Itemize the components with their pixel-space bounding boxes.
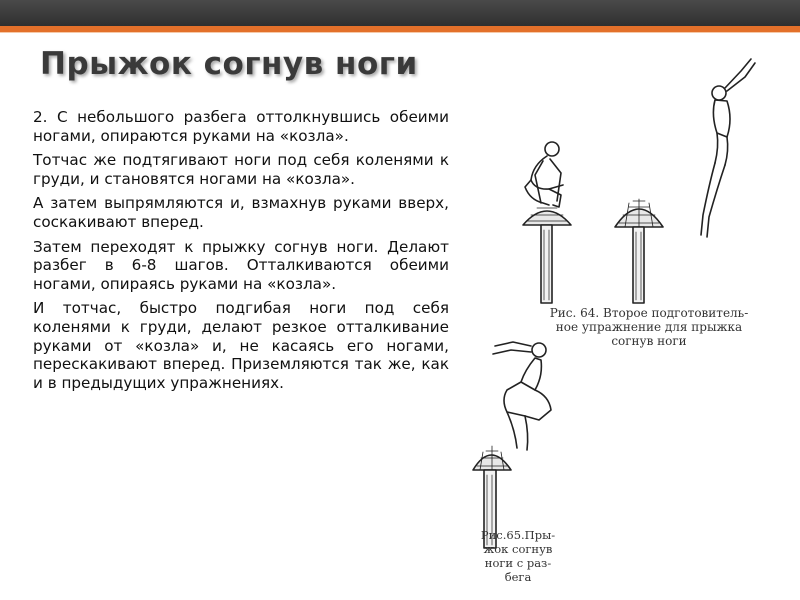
figure-64-caption-line: Рис. 64. Второе подготовитель- [549,306,749,320]
figure-65-caption-line: Рис.65.Пры- [480,528,556,542]
top-bar [0,0,800,26]
figure-65-caption [462,528,574,584]
paragraph-4: Затем переходят к прыжку согнув ноги. Делают разбег в 6-8 шагов. Отталкиваются обеими ногами, опираясь руками на «козла». [33,237,449,293]
figure-65-caption-line: жок согнув [483,542,553,556]
body-text [33,108,449,398]
figure-64-caption-line: согнув ноги [611,334,687,348]
slide-title: Прыжок согнув ноги [40,46,418,82]
figure-64-caption-line: ное упражнение для прыжка [555,320,743,334]
paragraph-5: И тотчас, быстро подгибая ноги под себя коленями к груди, делают резкое отталкивание руками от «козла» и, не касаясь его ногами, перескакивают вперед. Приземляются так же, как и в предыдущих упражнениях. [33,299,449,392]
figure-64-illustration [505,55,785,305]
accent-stripe-light [0,32,800,33]
figure-65-caption-line: ноги с раз- [484,556,552,570]
paragraph-1: 2. С небольшого разбега оттолкнувшись обеими ногами, опираются руками на «козла». [33,108,449,145]
paragraph-2: Тотчас же подтягивают ноги под себя коленями к груди, и становятся ногами на «козла». [33,151,449,188]
figure-65-caption-line: бега [504,570,532,584]
paragraph-3: А затем выпрямляются и, взмахнув руками вверх, соскакивают вперед. [33,194,449,231]
